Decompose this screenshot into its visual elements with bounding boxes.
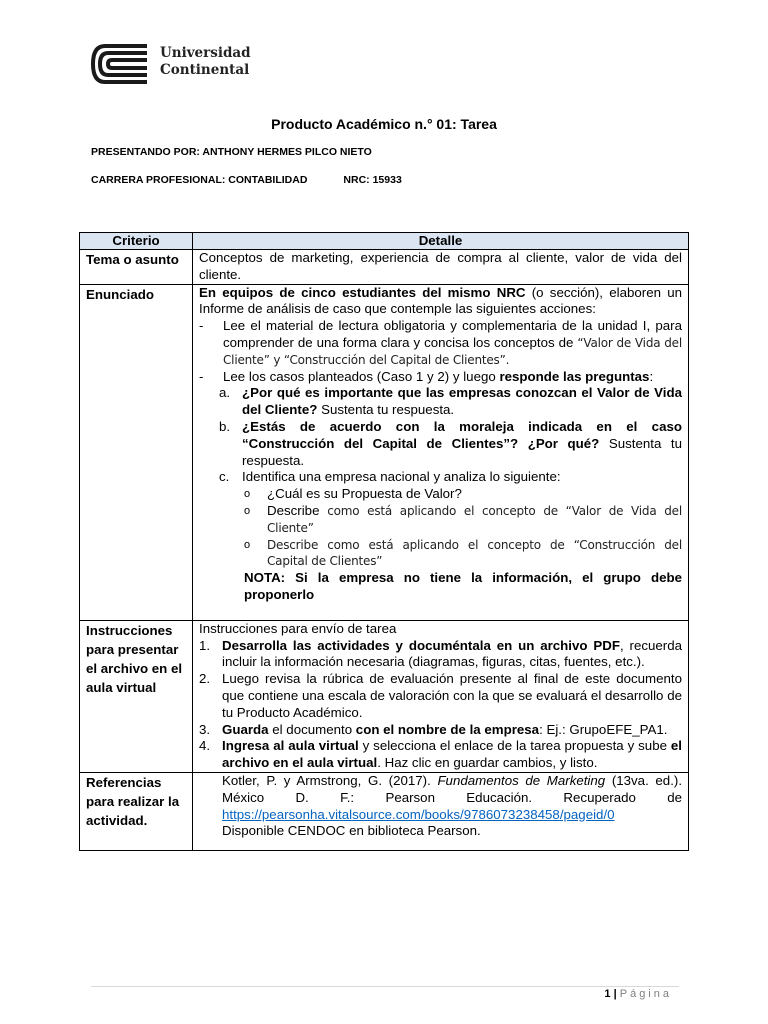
instrucciones-intro: Instrucciones para envío de tarea xyxy=(199,620,397,636)
sub-item-2b: como está aplicando el concepto de “Valor de Vida del Cliente” xyxy=(267,503,682,535)
list-item: 3. Guarda el documento con el nombre de la empresa: Ej.: GrupoEFE_PA1. xyxy=(199,721,668,737)
dash2-bold: responde las preguntas xyxy=(499,368,650,384)
nrc: NRC: 15933 xyxy=(343,174,402,186)
sub-item: o Describe como está aplicando el concepto de “Construcción del Capital de Clientes” xyxy=(244,537,682,569)
sub-item-1: ¿Cuál es su Propuesta de Valor? xyxy=(267,486,462,502)
list-item: 1. Desarrolla las actividades y documéntala en un archivo PDF, recuerda incluir la información necesaria (diagramas, figuras, citas, fuentes, etc.). xyxy=(199,637,682,670)
step-3-bold-2: con el nombre de la empresa xyxy=(355,721,540,737)
dash2-end: : xyxy=(649,368,654,384)
criterio-enunciado: Enunciado xyxy=(80,284,193,620)
step-4-bold-1: Ingresa al aula virtual xyxy=(222,738,359,754)
reference-authors: Kotler, P. y Armstrong, G. (2017). xyxy=(222,772,438,788)
page-label: Página xyxy=(619,988,672,1000)
step-2: Luego revisa la rúbrica de evaluación presente al final de este documento que contiene una escala de valoración con la que se evaluará el desarrollo de tu Producto Académico. xyxy=(222,671,682,720)
step-4-rest: . Haz clic en guardar cambios, y listo. xyxy=(377,755,598,771)
criterio-referencias: Referencias para realizar la actividad. xyxy=(80,772,193,850)
table-row-enunciado xyxy=(80,284,689,620)
dash1-light: “Valor de Vida del Cliente” y “Construcción del Capital de Clientes”. xyxy=(223,335,682,367)
career: CARRERA PROFESIONAL: CONTABILIDAD xyxy=(91,174,308,186)
intro-rest: (o sección), elaboren un Informe de análisis de caso que contemple las siguientes acciones: xyxy=(199,284,682,317)
sub-item: o Describe como está aplicando el concepto de “Valor de Vida del Cliente” xyxy=(244,502,682,535)
detalle-enunciado xyxy=(193,284,689,620)
step-4-bold-2: el archivo en el aula virtual xyxy=(222,738,682,771)
enunciado-intro xyxy=(199,285,682,319)
document-title: Producto Académico n.° 01: Tarea xyxy=(271,116,497,132)
question-b-bold: ¿Estás de acuerdo con la moraleja indicada en el caso “Construcción del Capital de Clientes”? ¿Por qué? xyxy=(242,418,682,451)
university-logo xyxy=(91,42,251,86)
note-text: NOTA: Si la empresa no tiene la información, el grupo debe proponerlo xyxy=(244,570,682,602)
logo-text xyxy=(160,45,251,79)
logo-line-1: Universidad xyxy=(160,45,251,61)
step-1-bold: Desarrolla las actividades y documéntala en un archivo PDF xyxy=(222,637,620,653)
step-3-rest: : Ej.: GrupoEFE_PA1. xyxy=(539,721,668,737)
logo-line-2: Continental xyxy=(160,62,250,78)
question-c-text: Identifica una empresa nacional y analiza lo siguiente: xyxy=(242,469,561,485)
step-4-mid: y selecciona el enlace de la tarea propuesta y sube xyxy=(358,738,671,754)
question-a: a. ¿Por qué es importante que las empresas conozcan el Valor de Vida del Cliente? Sustenta tu respuesta. xyxy=(219,385,682,418)
reference-publisher: (13va. ed.). México D. F.: Pearson Educación. Recuperado de xyxy=(222,772,683,805)
career-line xyxy=(91,174,402,186)
page-number: 1 xyxy=(604,988,611,1000)
list-item: - Lee el material de lectura obligatoria y complementaria de la unidad I, para comprender de una forma clara y concisa los conceptos de “Valor de Vida del Cliente” y “Construcción del Capital de Clientes”. xyxy=(199,318,682,367)
question-a-rest: Sustenta tu respuesta. xyxy=(317,402,455,418)
table-row-tema xyxy=(80,250,689,285)
column-header-criterio: Criterio xyxy=(80,233,193,250)
logo-mark-icon xyxy=(91,42,151,86)
list-item: 4. Ingresa al aula virtual y selecciona el enlace de la tarea propuesta y sube el archivo en el aula virtual. Haz clic en guardar cambios, y listo. xyxy=(199,738,682,771)
step-1-rest: , recuerda incluir la información necesaria (diagramas, figuras, citas, fuentes, etc.). xyxy=(222,637,682,670)
intro-bold: En equipos de cinco estudiantes del mismo NRC xyxy=(199,284,526,300)
criterio-tema: Tema o asunto xyxy=(80,250,193,285)
list-item: 2. Luego revisa la rúbrica de evaluación presente al final de este documento que contiene una escala de valoración con la que se evaluará el desarrollo de tu Producto Académico. xyxy=(199,671,682,720)
criterio-instrucciones: Instrucciones para presentar el archivo en el aula virtual xyxy=(80,620,193,772)
detalle-tema: Conceptos de marketing, experiencia de compra al cliente, valor de vida del cliente. xyxy=(193,250,689,285)
question-b: b. ¿Estás de acuerdo con la moraleja indicada en el caso “Construcción del Capital de Clientes”? ¿Por qué? Sustenta tu respuesta. xyxy=(219,418,683,468)
sub-item-2a: Describe xyxy=(267,502,320,518)
step-3-bold-1: Guarda xyxy=(222,721,269,737)
question-c: c. Identifica una empresa nacional y analiza lo siguiente: xyxy=(219,469,561,485)
list-item: - Lee los casos planteados (Caso 1 y 2) y luego responde las preguntas: xyxy=(199,368,654,384)
detalle-referencias xyxy=(193,772,689,850)
detalle-instrucciones xyxy=(193,620,689,772)
step-3-mid: el documento xyxy=(268,721,356,737)
reference-link[interactable]: https://pearsonha.vitalsource.com/books/9786073238458/pageid/0 xyxy=(222,806,615,822)
table-row-instrucciones xyxy=(80,620,689,772)
column-header-detalle: Detalle xyxy=(193,233,689,250)
sub-item: o ¿Cuál es su Propuesta de Valor? xyxy=(244,486,462,502)
table-header-row xyxy=(80,233,689,250)
table-row-referencias xyxy=(80,772,689,850)
presented-by: PRESENTANDO POR: ANTHONY HERMES PILCO NIETO xyxy=(91,146,372,158)
page-footer xyxy=(604,988,672,1000)
reference-availability: Disponible CENDOC en biblioteca Pearson. xyxy=(222,823,481,839)
assignment-table xyxy=(79,232,689,851)
footer-divider xyxy=(91,986,679,987)
dash2-text: Lee los casos planteados (Caso 1 y 2) y luego xyxy=(223,368,500,384)
reference-entry xyxy=(222,773,682,823)
question-b-rest: Sustenta tu respuesta. xyxy=(242,435,683,468)
question-a-bold: ¿Por qué es importante que las empresas conozcan el Valor de Vida del Cliente? xyxy=(242,385,682,418)
footer-separator: | xyxy=(613,988,617,1000)
sub-item-3: Describe como está aplicando el concepto de “Construcción del Capital de Clientes” xyxy=(267,537,682,569)
dash1-text: Lee el material de lectura obligatoria y complementaria de la unidad I, para comprender de una forma clara y concisa los conceptos de xyxy=(223,318,682,350)
reference-book-title: Fundamentos de Marketing xyxy=(437,772,606,788)
